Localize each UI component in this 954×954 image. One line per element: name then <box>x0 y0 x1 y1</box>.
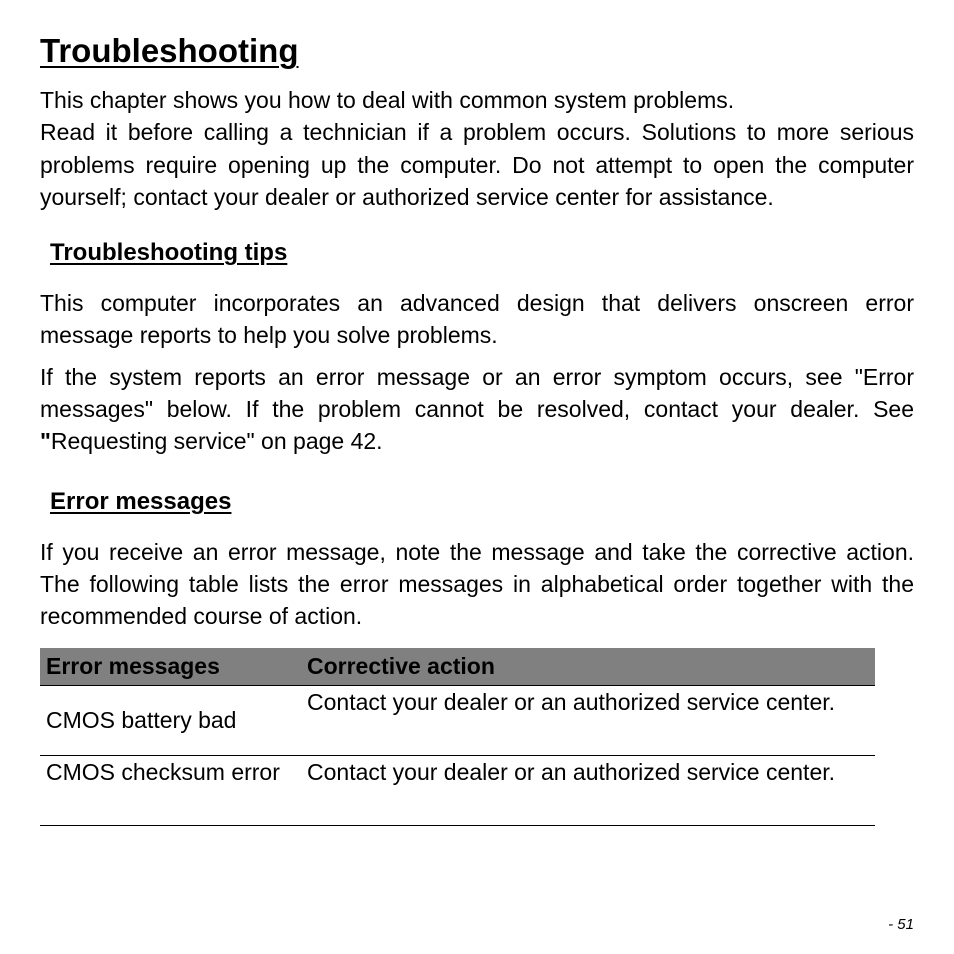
intro-paragraph: Read it before calling a technician if a problem occurs. Solutions to more serious problems require opening up the computer. Do not attempt to open the computer yourself; contact your dealer or authorized service center for assistance. <box>40 119 914 210</box>
page-title: Troubleshooting <box>40 32 299 69</box>
table-row <box>40 685 875 755</box>
tips-paragraph-2-text-a: If the system reports an error message or an error symptom occurs, see "Error messages" below. If the problem cannot be resolved, contact your dealer. See <box>40 363 914 423</box>
tips-paragraph-1: This computer incorporates an advanced design that delivers onscreen error message reports to help you solve problems. <box>40 290 914 349</box>
table-cell-action: Contact your dealer or an authorized service center. <box>301 755 875 825</box>
table-header-error-messages: Error messages <box>40 648 301 686</box>
table-cell-action: Contact your dealer or an authorized service center. <box>301 685 875 755</box>
tips-paragraph-2-bold-quote: " <box>40 428 51 455</box>
error-messages-table <box>40 648 875 826</box>
table-cell-error: CMOS battery bad <box>40 685 301 755</box>
page-content <box>40 28 914 826</box>
section-heading-error-messages: Error messages <box>50 487 232 515</box>
page-number: - 51 <box>888 916 914 933</box>
section-heading-troubleshooting-tips: Troubleshooting tips <box>50 239 288 267</box>
tips-paragraph-2 <box>40 361 914 458</box>
table-header-corrective-action: Corrective action <box>301 648 875 686</box>
tips-paragraph-2-text-b: Requesting service" on page 42. <box>50 428 383 455</box>
table-header-row <box>40 648 875 686</box>
intro-line: This chapter shows you how to deal with common system problems. <box>40 87 735 113</box>
table-cell-error: CMOS checksum error <box>40 755 301 825</box>
errors-paragraph: If you receive an error message, note the message and take the corrective action. The following table lists the error messages in alphabetical order together with the recommended course of action. <box>40 538 914 630</box>
table-row <box>40 755 875 825</box>
